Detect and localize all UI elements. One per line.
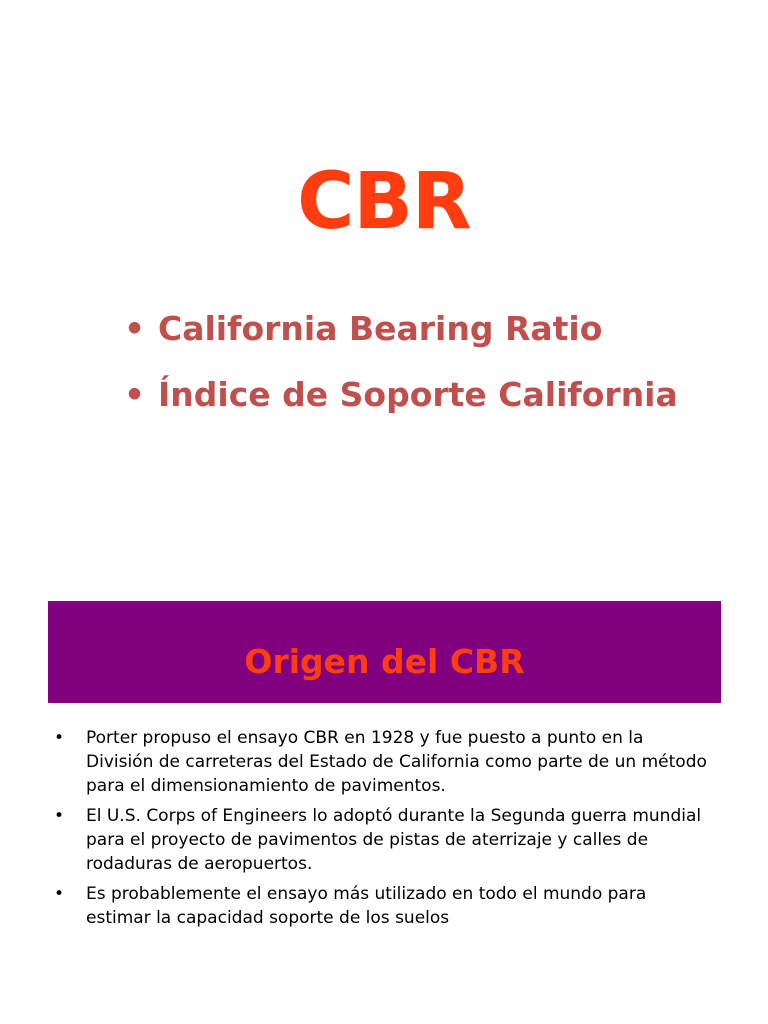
bullet-icon: • [54,728,65,748]
section-banner [48,601,721,703]
bullet-icon: • [124,309,146,348]
subtitle-text: California Bearing Ratio [158,309,603,348]
subtitle-text: Índice de Soporte California [158,375,678,414]
subtitle-list [124,296,678,428]
list-item [52,804,712,876]
subtitle-item [124,296,678,362]
subtitle-item [124,362,678,428]
list-item-text: Porter propuso el ensayo CBR en 1928 y fue puesto a punto en la División de carreteras del Estado de California como parte de un método para el dimensionamiento de pavimentos. [86,728,707,796]
list-item [52,726,712,798]
bullet-icon: • [124,375,146,414]
list-item [52,882,712,930]
list-item-text: Es probablemente el ensayo más utilizado en todo el mundo para estimar la capacidad soporte de los suelos [86,884,647,928]
body-bullet-list [52,726,712,936]
page-title: CBR [297,157,471,248]
list-item-text: El U.S. Corps of Engineers lo adoptó durante la Segunda guerra mundial para el proyecto de pavimentos de pistas de aterrizaje y calles de rodaduras de aeropuertos. [86,806,702,874]
section-title: Origen del CBR [244,642,525,682]
bullet-icon: • [54,884,65,904]
bullet-icon: • [54,806,65,826]
